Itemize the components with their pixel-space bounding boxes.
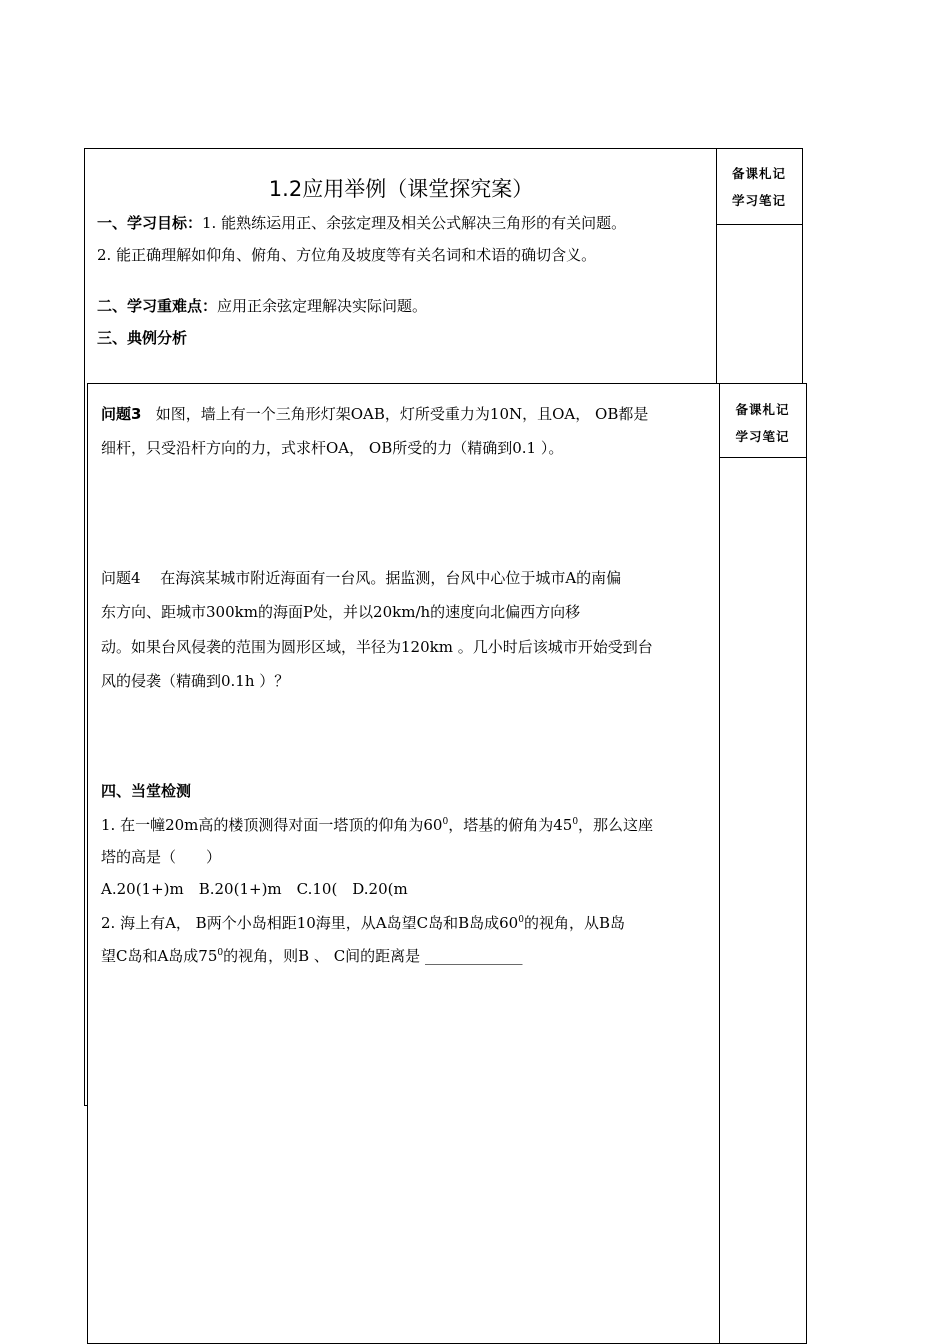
- page2-side-divider: [719, 383, 720, 1344]
- q1-text-a: 1. 在一幢20m高的楼顶测得对面一塔顶的仰角为60: [101, 816, 443, 834]
- q2-text-a: 2. 海上有A， B两个小岛相距10海里，从A岛望C岛和B岛成60: [101, 914, 519, 932]
- page-title: 1.2应用举例（课堂探究案）: [268, 177, 534, 201]
- degree-mark: 0: [217, 948, 224, 958]
- problem4-line3: 动。如果台风侵袭的范围为圆形区域，半径为120km 。几小时后该城市开始受到台: [101, 638, 653, 656]
- check-heading: 四、当堂检测: [101, 782, 192, 800]
- q2-text-d: 的视角，则B 、 C间的距离是 _____________: [223, 947, 523, 965]
- q1-line1: [101, 815, 653, 835]
- objectives-text1: 1. 能熟练运用正、余弦定理及相关公式解决三角形的有关问题。: [202, 214, 627, 232]
- key-points: [97, 296, 427, 316]
- side-note-line1: 备课札记: [731, 166, 786, 181]
- examples-heading: 三、典例分析: [97, 329, 188, 347]
- key-points-heading: 二、学习重难点：: [97, 297, 218, 315]
- objectives-line2: 2. 能正确理解如仰角、俯角、方位角及坡度等有关名词和术语的确切含义。: [97, 246, 597, 264]
- q2-text-c: 望C岛和A岛成75: [101, 947, 218, 965]
- problem4-line1: 问题4 在海滨某城市附近海面有一台风。据监测，台风中心位于城市A的南偏: [101, 569, 622, 587]
- degree-mark: 0: [572, 817, 579, 827]
- problem3-text1: 如图，墙上有一个三角形灯架OAB，灯所受重力为10N，且OA， OB都是: [155, 405, 649, 423]
- problem3-label: 问题3: [101, 405, 142, 423]
- page2-side-note: [719, 396, 806, 450]
- page1-side-header-rule: [716, 224, 802, 225]
- degree-mark: 0: [442, 817, 449, 827]
- q1-text-b: ，塔基的俯角为45: [448, 816, 573, 834]
- q1-text-c: ，那么这座: [578, 816, 654, 834]
- q2-text-b: 的视角，从B岛: [523, 914, 625, 932]
- side-note-line2: 学习笔记: [731, 193, 786, 208]
- problem3-line2: 细杆，只受沿杆方向的力，式求杆OA， OB所受的力（精确到0.1 ）。: [101, 439, 564, 457]
- q2-line2: [101, 946, 522, 966]
- problem4-line4: 风的侵袭（精确到0.1h ）？: [101, 672, 290, 690]
- page2-side-header-rule: [719, 457, 806, 458]
- page1-side-note: [716, 160, 802, 214]
- objectives-line1: [97, 213, 626, 233]
- key-points-text: 应用正余弦定理解决实际问题。: [217, 297, 428, 315]
- q1-options: A.20(1+)m B.20(1+)m C.10( D.20(m: [101, 880, 408, 898]
- side-note-line1: 备课札记: [735, 402, 790, 417]
- degree-mark: 0: [518, 915, 524, 925]
- problem3-line1: [101, 404, 648, 424]
- side-note-line2: 学习笔记: [735, 429, 790, 444]
- problem4-line2: 东方向、距城市300km的海面P处，并以20km/h的速度向北偏西方向移: [101, 603, 581, 621]
- q1-line2: 塔的高是（ ）: [101, 848, 222, 866]
- q2-line1: [101, 913, 625, 933]
- objectives-heading: 一、学习目标：: [97, 214, 203, 232]
